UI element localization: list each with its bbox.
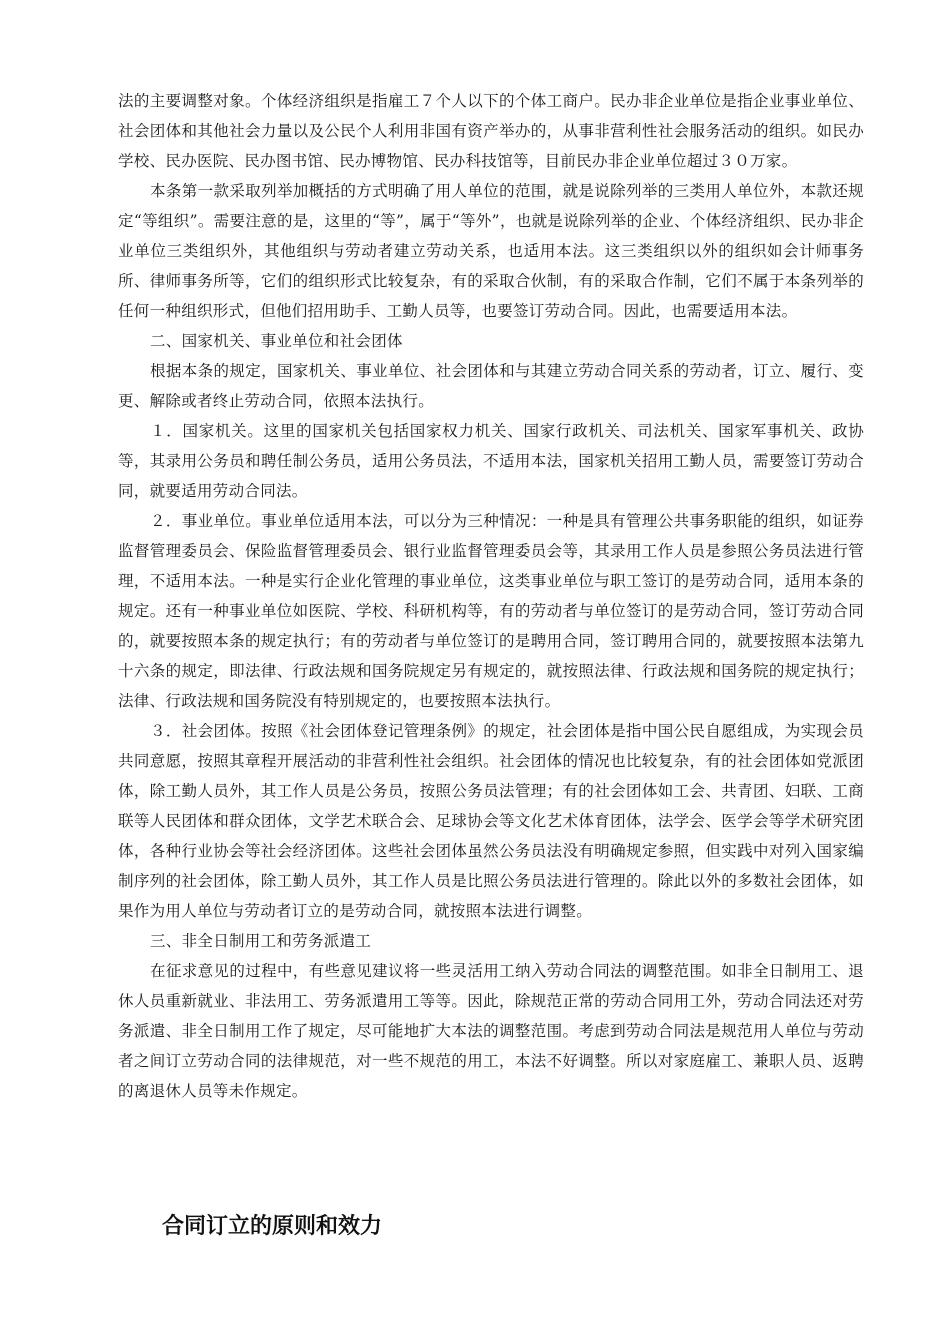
paragraph-flexible-employment: 在征求意见的过程中，有些意见建议将一些灵活用工纳入劳动合同法的调整范围。如非全日制用工、退休人员重新就业、非法用工、劳务派遣用工等等。因此，除规范正常的劳动合同用工外，劳动合同法还对劳务派遣、非全日制用工作了规定，尽可能地扩大本法的调整范围。考虑到劳动合同法是规范用人单位与劳动者之间订立劳动合同的法律规范，对一些不规范的用工，本法不好调整。所以对家庭雇工、兼职人员、返聘的离退休人员等未作规定。: [118, 962, 864, 1100]
section-heading: 合同订立的原则和效力: [162, 1214, 383, 1239]
subheading-part-time-dispatch: 三、非全日制用工和劳务派遣工: [150, 932, 372, 950]
paragraph-employer-scope: 本条第一款采取列举加概括的方式明确了用人单位的范围，就是说除列举的三类用人单位外，本款还规定“等组织”。需要注意的是，这里的“等”，属于“等外”，也就是说除列举的企业、个体经济组织、民办非企业单位三类组织外，其他组织与劳动者建立劳动关系，也适用本法。这三类组织以外的组织如会计师事务所、律师事务所等，它们的组织形式比较复杂，有的采取合伙制，有的采取合作制，它们不属于本条列举的任何一种组织形式，但他们招用助手、工勤人员等，也要签订劳动合同。因此，也需要适用本法。: [118, 182, 864, 320]
paragraph-public-institutions: ２．事业单位。事业单位适用本法，可以分为三种情况：一种是具有管理公共事务职能的组织，如证券监督管理委员会、保险监督管理委员会、银行业监督管理委员会等，其录用工作人员是参照公务员法进行管理，不适用本法。一种是实行企业化管理的事业单位，这类事业单位与职工签订的是劳动合同，适用本条的规定。还有一种事业单位如医院、学校、科研机构等，有的劳动者与单位签订的是劳动合同，签订劳动合同的，就要按照本条的规定执行；有的劳动者与单位签订的是聘用合同，签订聘用合同的，就要按照本法第九十六条的规定，即法律、行政法规和国务院规定另有规定的，就按照法律、行政法规和国务院的规定执行；法律、行政法规和国务院没有特别规定的，也要按照本法执行。: [118, 512, 864, 710]
subheading-state-organs: 二、国家机关、事业单位和社会团体: [150, 332, 403, 350]
document-body: [118, 86, 864, 1106]
paragraph-employer-types: 法的主要调整对象。个体经济组织是指雇工７个人以下的个体工商户。民办非企业单位是指企业事业单位、社会团体和其他社会力量以及公民个人利用非国有资产举办的，从事非营利性社会服务活动的组织。如民办学校、民办医院、民办图书馆、民办博物馆、民办科技馆等，目前民办非企业单位超过３０万家。: [118, 92, 864, 170]
paragraph-social-organizations: ３．社会团体。按照《社会团体登记管理条例》的规定，社会团体是指中国公民自愿组成，为实现会员共同意愿，按照其章程开展活动的非营利性社会组织。社会团体的情况也比较复杂，有的社会团体如党派团体，除工勤人员外，其工作人员是公务员，按照公务员法管理；有的社会团体如工会、共青团、妇联、工商联等人民团体和群众团体，文学艺术联合会、足球协会等文化艺术体育团体，法学会、医学会等学术研究团体，各种行业协会等社会经济团体。这些社会团体虽然公务员法没有明确规定参照，但实践中对列入国家编制序列的社会团体，除工勤人员外，其工作人员是比照公务员法进行管理的。除此以外的多数社会团体，如果作为用人单位与劳动者订立的是劳动合同，就按照本法进行调整。: [118, 722, 864, 920]
paragraph-state-organs: １．国家机关。这里的国家机关包括国家权力机关、国家行政机关、司法机关、国家军事机关、政协等，其录用公务员和聘任制公务员，适用公务员法，不适用本法，国家机关招用工勤人员，需要签订劳动合同，就要适用劳动合同法。: [118, 422, 864, 500]
paragraph-state-organs-rule: 根据本条的规定，国家机关、事业单位、社会团体和与其建立劳动合同关系的劳动者，订立、履行、变更、解除或者终止劳动合同，依照本法执行。: [118, 362, 864, 410]
